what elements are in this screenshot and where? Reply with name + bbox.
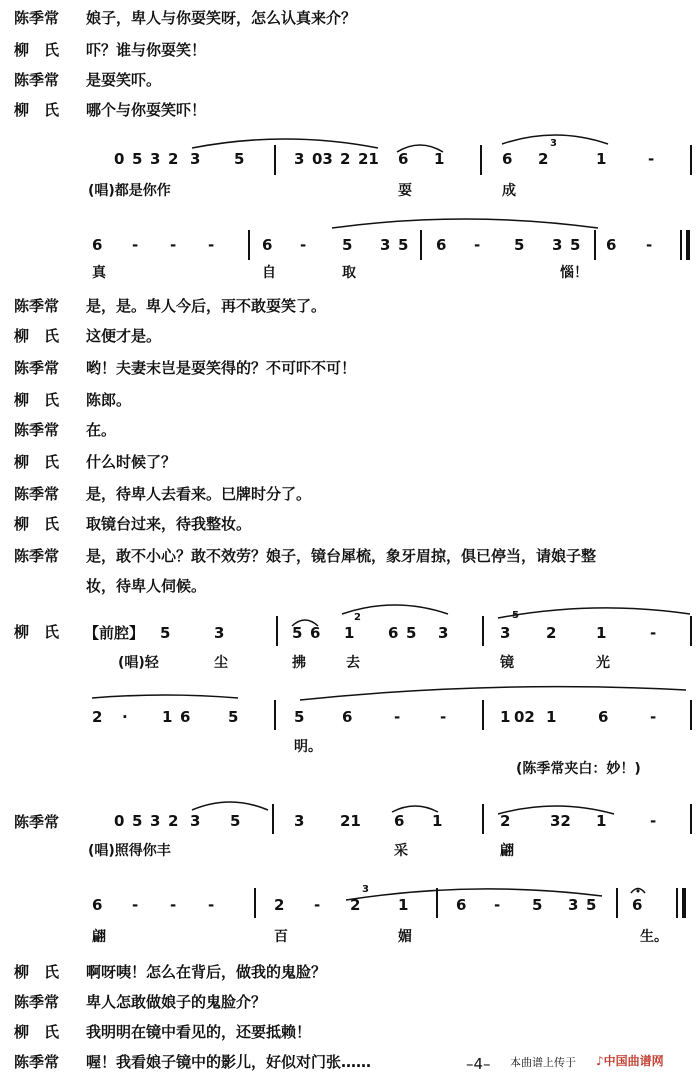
speaker: 陈季常 bbox=[14, 359, 60, 377]
speaker: 柳 氏 bbox=[14, 41, 60, 59]
note: 2 bbox=[500, 812, 511, 830]
note: 6 bbox=[394, 812, 405, 830]
speaker: 陈季常 bbox=[14, 547, 60, 565]
fermata bbox=[630, 884, 646, 894]
note: 2 bbox=[340, 150, 351, 168]
note: 1 bbox=[596, 624, 607, 642]
page-number: –4– bbox=[466, 1055, 491, 1073]
dialogue-line bbox=[14, 576, 206, 596]
speaker: 陈季常 bbox=[14, 993, 60, 1011]
note: 6 bbox=[342, 708, 353, 726]
grace-note: 3 bbox=[362, 884, 369, 895]
note: 5 bbox=[406, 624, 417, 642]
lyric: 采 bbox=[394, 843, 408, 859]
lyric: 自 bbox=[262, 265, 276, 281]
note: - bbox=[132, 896, 139, 914]
dialogue-line bbox=[14, 992, 266, 1012]
barline bbox=[676, 888, 678, 918]
barline bbox=[482, 616, 484, 646]
note: - bbox=[494, 896, 501, 914]
lyric: 翩 bbox=[500, 843, 514, 859]
note: - bbox=[648, 150, 655, 168]
barline bbox=[436, 888, 438, 918]
note: - bbox=[132, 236, 139, 254]
tune-tag: 【前腔】 bbox=[84, 624, 145, 642]
line-text: 是，待卑人去看来。巳牌时分了。 bbox=[86, 485, 312, 503]
note: - bbox=[474, 236, 481, 254]
slur bbox=[298, 680, 688, 702]
note: 5 bbox=[294, 708, 305, 726]
barline bbox=[276, 616, 278, 646]
note: 2 bbox=[538, 150, 549, 168]
note: 0 bbox=[114, 812, 125, 830]
note: 6 bbox=[92, 896, 103, 914]
line-text: 卑人怎敢做娘子的鬼脸介？ bbox=[86, 993, 267, 1011]
line-text: 是耍笑吓。 bbox=[86, 71, 162, 89]
note: 6 bbox=[436, 236, 447, 254]
note: 2 bbox=[168, 812, 179, 830]
note: 6 bbox=[388, 624, 399, 642]
note: 5 bbox=[292, 624, 303, 642]
barline bbox=[420, 230, 422, 260]
barline bbox=[616, 888, 618, 918]
note: 5 bbox=[234, 150, 245, 168]
barline bbox=[690, 700, 692, 730]
upload-note: 本曲谱上传于 bbox=[510, 1056, 576, 1069]
note: 5 bbox=[132, 150, 143, 168]
note: 3 bbox=[150, 150, 161, 168]
line-text: 陈郎。 bbox=[86, 391, 132, 409]
dialogue-line bbox=[14, 452, 176, 472]
note: 2 bbox=[92, 708, 103, 726]
dialogue-line bbox=[14, 484, 311, 504]
barline bbox=[690, 616, 692, 646]
note: - bbox=[170, 896, 177, 914]
note: 0 bbox=[114, 150, 125, 168]
note: 1 bbox=[546, 708, 557, 726]
note: - bbox=[314, 896, 321, 914]
slur bbox=[190, 130, 380, 150]
line-text: 啊呀咦！怎么在背后，做我的鬼脸？ bbox=[86, 963, 327, 981]
note: 5 bbox=[342, 236, 353, 254]
dialogue-line bbox=[14, 296, 326, 316]
speaker: 陈季常 bbox=[14, 813, 60, 831]
note: 3 bbox=[190, 812, 201, 830]
lyric: 尘 bbox=[214, 655, 228, 671]
slur bbox=[344, 880, 604, 902]
dialogue-line bbox=[14, 8, 356, 28]
note: 5 bbox=[514, 236, 525, 254]
note: · bbox=[122, 708, 128, 726]
lyric: 媚 bbox=[398, 929, 412, 945]
note: 6 bbox=[456, 896, 467, 914]
note: 32 bbox=[550, 812, 571, 830]
note: - bbox=[208, 896, 215, 914]
barline bbox=[274, 700, 276, 730]
note: - bbox=[650, 624, 657, 642]
speaker: 柳 氏 bbox=[14, 623, 60, 641]
lyric: 惱！ bbox=[560, 265, 588, 281]
note: 2 bbox=[350, 896, 361, 914]
grace-note: 5 bbox=[512, 610, 519, 621]
note: 3 bbox=[552, 236, 563, 254]
note: 3 bbox=[294, 150, 305, 168]
line-text: 喔！我看娘子镜中的影儿，好似对门张…… bbox=[86, 1053, 372, 1071]
note: 6 bbox=[632, 896, 643, 914]
lyric: 取 bbox=[342, 265, 356, 281]
grace-note: 3 bbox=[550, 138, 557, 149]
speaker: 陈季常 bbox=[14, 71, 60, 89]
barline bbox=[482, 700, 484, 730]
note: 21 bbox=[340, 812, 361, 830]
note: 1 bbox=[500, 708, 511, 726]
lyric: 镜 bbox=[500, 655, 514, 671]
lyric: 生。 bbox=[640, 929, 668, 945]
speaker: 陈季常 bbox=[14, 485, 60, 503]
speaker: 柳 氏 bbox=[14, 101, 60, 119]
lyric: 真 bbox=[92, 265, 106, 281]
line-text: 什么时候了？ bbox=[86, 453, 177, 471]
note: 6 bbox=[262, 236, 273, 254]
note: 1 bbox=[162, 708, 173, 726]
note: 3 bbox=[190, 150, 201, 168]
line-text: 这便才是。 bbox=[86, 327, 162, 345]
dialogue-line bbox=[14, 420, 116, 440]
dialogue-line bbox=[14, 40, 206, 60]
dialogue-line bbox=[14, 358, 356, 378]
note: 6 bbox=[502, 150, 513, 168]
note: 5 bbox=[570, 236, 581, 254]
barline bbox=[680, 230, 682, 260]
note: 5 bbox=[532, 896, 543, 914]
grace-note: 2 bbox=[354, 612, 361, 623]
lyric: (唱)照得你丰 bbox=[88, 843, 171, 859]
note: 5 bbox=[586, 896, 597, 914]
note: 2 bbox=[168, 150, 179, 168]
note: 6 bbox=[606, 236, 617, 254]
note: 6 bbox=[598, 708, 609, 726]
site-name: 中国曲谱网 bbox=[603, 1054, 664, 1068]
lyric: 耍 bbox=[398, 183, 412, 199]
note: 3 bbox=[438, 624, 449, 642]
note: 1 bbox=[344, 624, 355, 642]
note: - bbox=[650, 812, 657, 830]
lyric: 翩 bbox=[92, 929, 106, 945]
dialogue-line bbox=[14, 100, 206, 120]
barline bbox=[690, 804, 692, 834]
note: 6 bbox=[92, 236, 103, 254]
lyric: 光 bbox=[596, 655, 610, 671]
dialogue-line bbox=[14, 1052, 371, 1072]
speaker: 柳 氏 bbox=[14, 453, 60, 471]
lyric: 明。 bbox=[294, 739, 322, 755]
dialogue-line bbox=[14, 546, 596, 566]
dialogue-line bbox=[14, 1022, 311, 1042]
note: 5 bbox=[132, 812, 143, 830]
lyric: 去 bbox=[346, 655, 360, 671]
lyric: 成 bbox=[502, 183, 516, 199]
barline bbox=[274, 145, 276, 175]
note: - bbox=[650, 708, 657, 726]
speaker: 陈季常 bbox=[14, 1053, 60, 1071]
dialogue-line bbox=[14, 962, 326, 982]
tie bbox=[90, 690, 240, 700]
barline bbox=[482, 804, 484, 834]
speaker: 陈季常 bbox=[14, 9, 60, 27]
note: 21 bbox=[358, 150, 379, 168]
barline bbox=[272, 804, 274, 834]
note: 1 bbox=[596, 812, 607, 830]
speaker: 柳 氏 bbox=[14, 327, 60, 345]
line-text: 取镜台过来，待我整妆。 bbox=[86, 515, 252, 533]
speaker: 柳 氏 bbox=[14, 515, 60, 533]
note: 02 bbox=[514, 708, 535, 726]
speaker: 柳 氏 bbox=[14, 391, 60, 409]
note: 5 bbox=[228, 708, 239, 726]
note: 1 bbox=[434, 150, 445, 168]
slur bbox=[190, 794, 270, 812]
line-text: 吓？谁与你耍笑！ bbox=[86, 41, 207, 59]
barline bbox=[248, 230, 250, 260]
note: - bbox=[170, 236, 177, 254]
note: 5 bbox=[160, 624, 171, 642]
speaker: 柳 氏 bbox=[14, 1023, 60, 1041]
line-text: 是，敢不小心？敢不效劳？娘子，镜台犀梳，象牙眉掠，俱已停当，请娘子整 bbox=[86, 547, 597, 565]
line-text: 是，是。卑人今后，再不敢耍笑了。 bbox=[86, 297, 327, 315]
line-text: 哟！夫妻末岂是耍笑得的？不可吓不可！ bbox=[86, 359, 357, 377]
note: 03 bbox=[312, 150, 333, 168]
note: - bbox=[394, 708, 401, 726]
final-barline bbox=[682, 888, 686, 918]
note: 3 bbox=[380, 236, 391, 254]
note: 1 bbox=[398, 896, 409, 914]
dialogue-line bbox=[14, 514, 251, 534]
line-text: 哪个与你耍笑吓！ bbox=[86, 101, 207, 119]
note: 6 bbox=[310, 624, 321, 642]
speaker: 陈季常 bbox=[14, 421, 60, 439]
note: 3 bbox=[214, 624, 225, 642]
note: 3 bbox=[568, 896, 579, 914]
final-barline bbox=[686, 230, 690, 260]
barline bbox=[480, 145, 482, 175]
note: 3 bbox=[500, 624, 511, 642]
line-text: 妆，待卑人伺候。 bbox=[86, 577, 207, 595]
note: 2 bbox=[274, 896, 285, 914]
line-text: 我明明在镜中看见的，还要抵赖！ bbox=[86, 1023, 312, 1041]
lyric: 百 bbox=[274, 929, 288, 945]
site-logo[interactable] bbox=[596, 1052, 664, 1069]
barline bbox=[594, 230, 596, 260]
note: 6 bbox=[180, 708, 191, 726]
dialogue-line bbox=[14, 390, 131, 410]
note: - bbox=[208, 236, 215, 254]
note: - bbox=[300, 236, 307, 254]
note: 5 bbox=[398, 236, 409, 254]
music-note-icon: ♪ bbox=[596, 1054, 604, 1068]
note: 3 bbox=[150, 812, 161, 830]
slur bbox=[496, 600, 692, 620]
lyric: (唱)都是你作 bbox=[88, 183, 171, 199]
barline bbox=[254, 888, 256, 918]
line-text: 娘子，卑人与你耍笑呀，怎么认真来介？ bbox=[86, 9, 357, 27]
aside-note: (陈季常夹白：妙！) bbox=[516, 761, 641, 777]
lyric: 拂 bbox=[292, 655, 306, 671]
dialogue-line bbox=[14, 70, 161, 90]
speaker: 陈季常 bbox=[14, 297, 60, 315]
note: - bbox=[440, 708, 447, 726]
lyric: (唱)轻 bbox=[118, 655, 159, 671]
note: 6 bbox=[398, 150, 409, 168]
dialogue-line bbox=[14, 326, 161, 346]
note: - bbox=[646, 236, 653, 254]
note: 5 bbox=[230, 812, 241, 830]
note: 1 bbox=[596, 150, 607, 168]
barline bbox=[690, 145, 692, 175]
note: 2 bbox=[546, 624, 557, 642]
note: 1 bbox=[432, 812, 443, 830]
speaker: 柳 氏 bbox=[14, 963, 60, 981]
note: 3 bbox=[294, 812, 305, 830]
line-text: 在。 bbox=[86, 421, 117, 439]
slur bbox=[330, 210, 600, 230]
